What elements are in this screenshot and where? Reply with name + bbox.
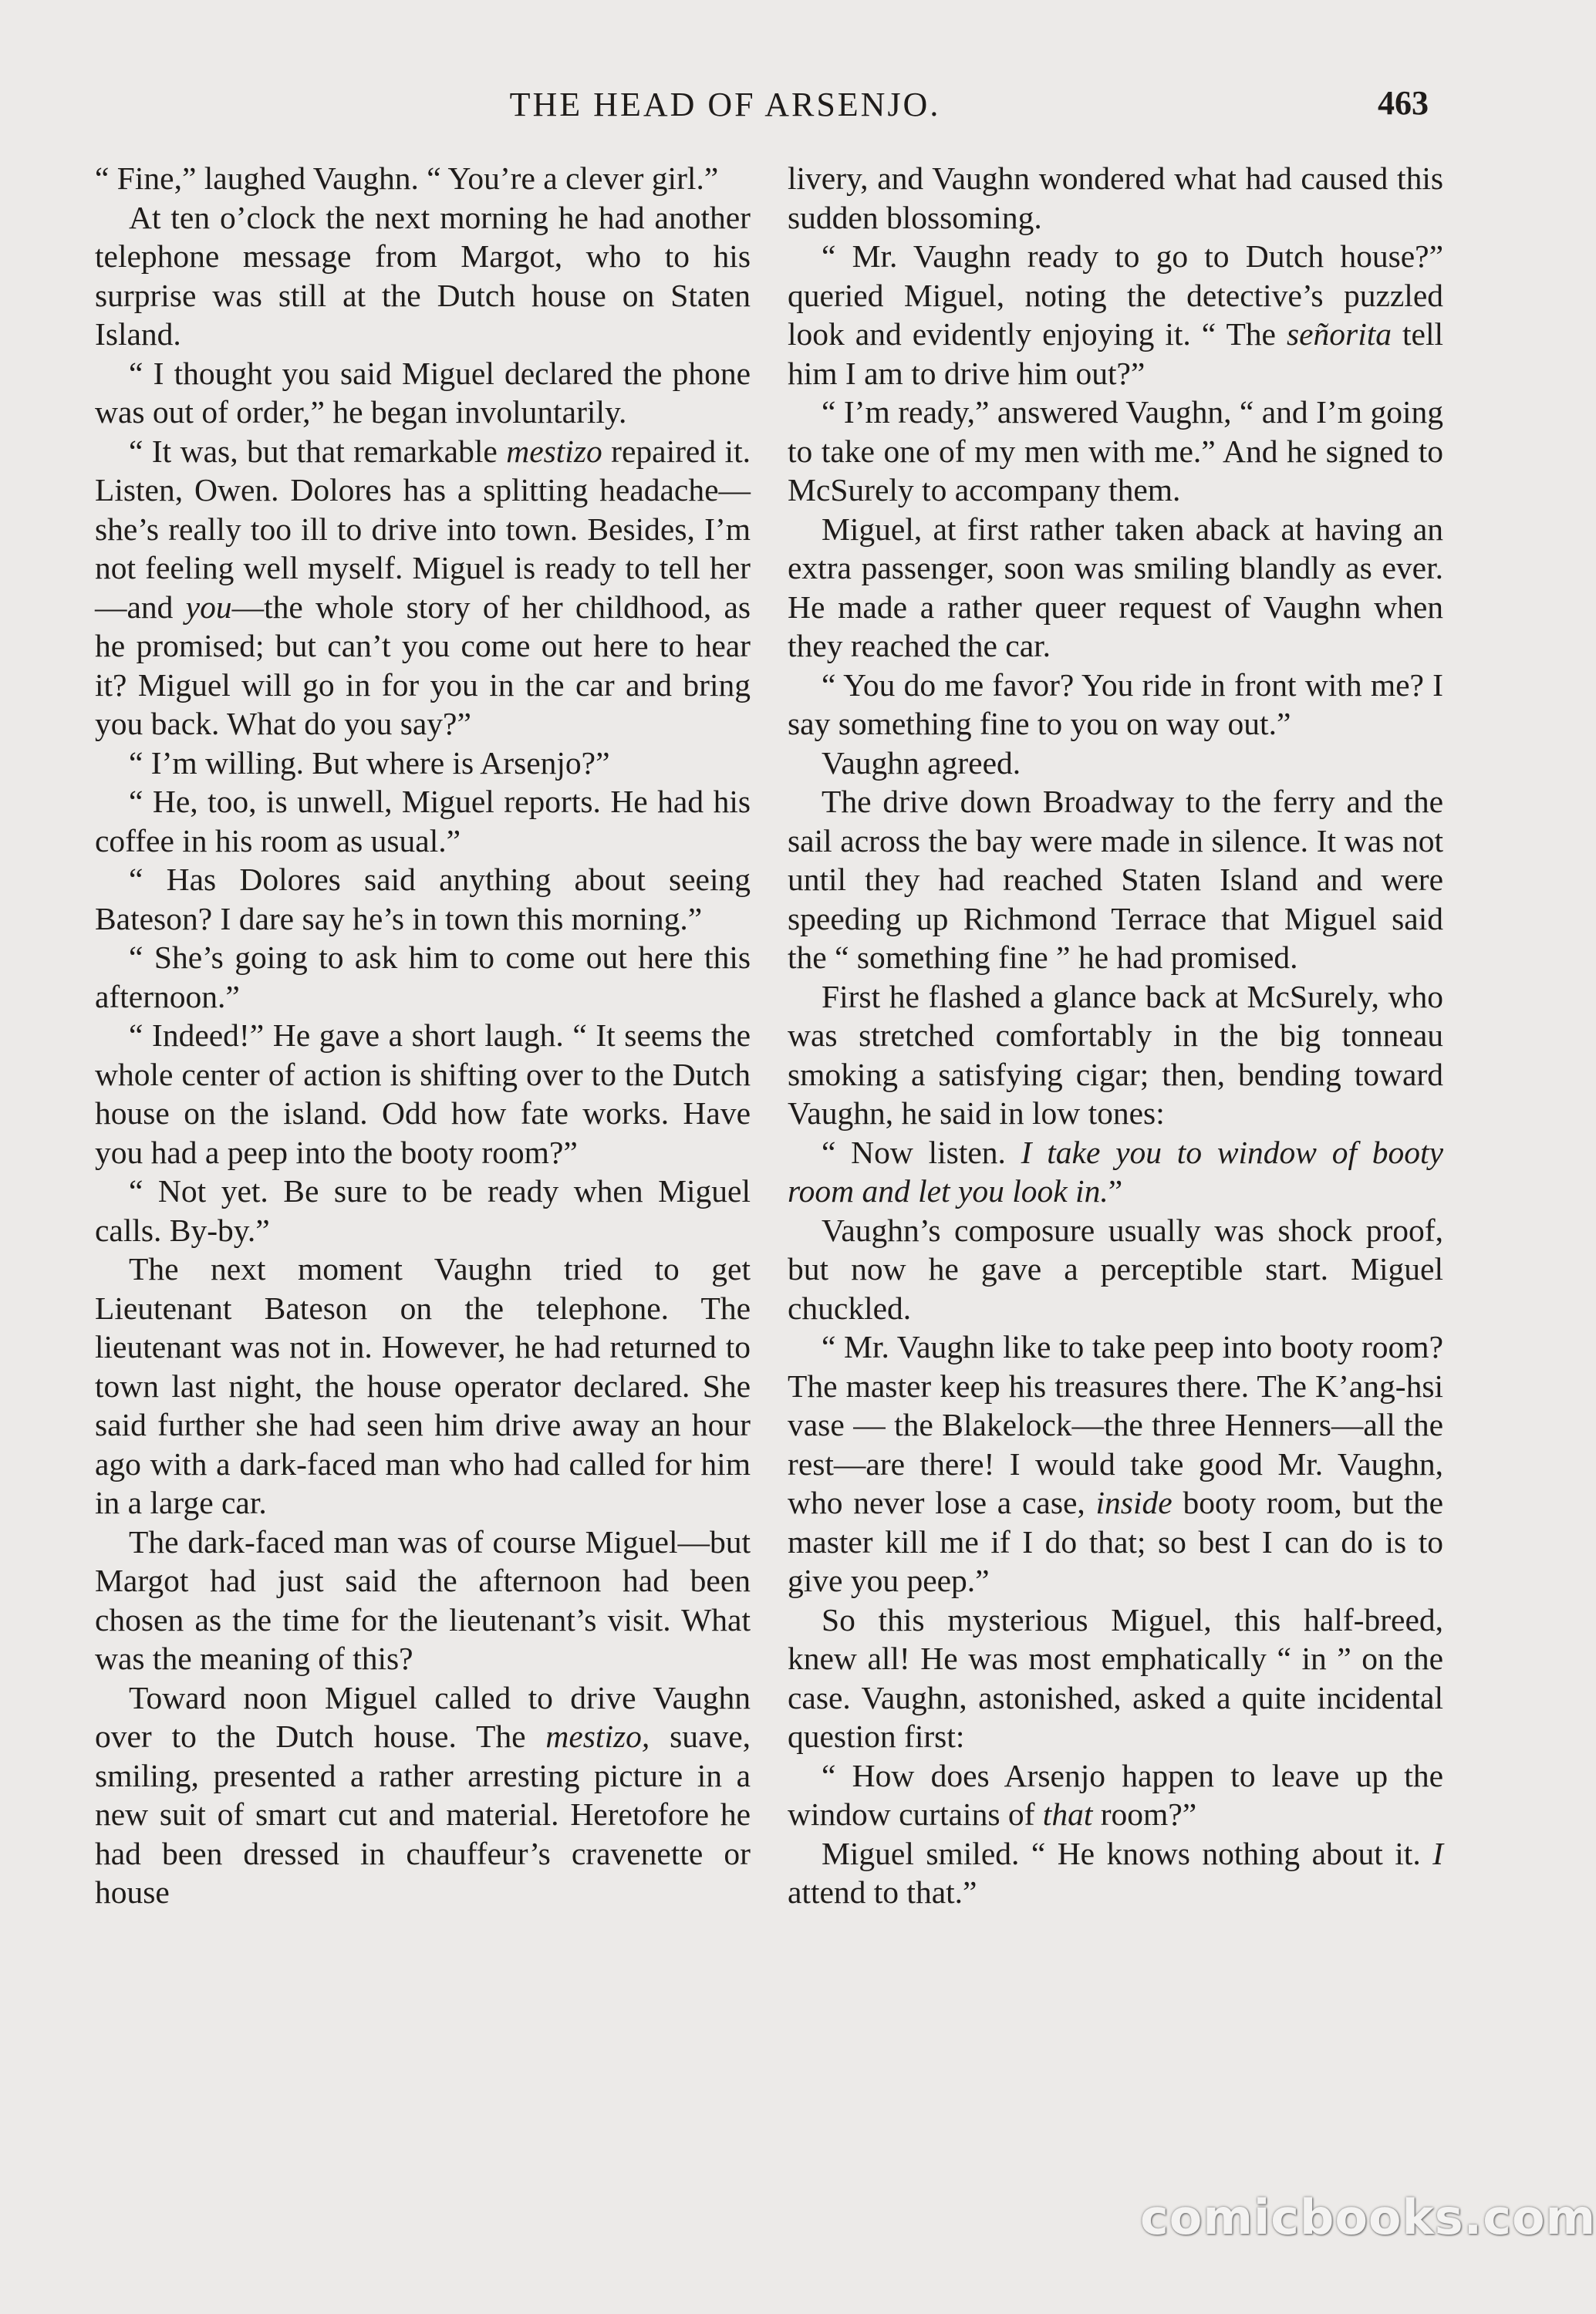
text-run: First he flashed a glance back at McSurely, who was stretched comfortably in the big tonneau smoking a satisfying cigar; then, bending toward Vaughn, he said in low tones: — [788, 978, 1443, 1131]
text-run: “ Mr. Vaughn ready to go to Dutch house?” queried Miguel, noting the detective’s puzzled look and evidently enjoying it. “ The — [788, 238, 1443, 352]
text-run: Toward noon Miguel called to drive Vaughn over to the Dutch house. The — [95, 1679, 751, 1754]
running-title: THE HEAD OF ARSENJO. — [509, 86, 941, 123]
text-run: “ Not yet. Be sure to be ready when Miguel calls. By-by.” — [95, 1173, 751, 1248]
paragraph — [95, 1523, 751, 1678]
text-run: “ He, too, is unwell, Miguel reports. He had his coffee in his room as usual.” — [95, 784, 751, 858]
paragraph — [95, 354, 751, 432]
text-run: “ Now listen. — [822, 1134, 1021, 1170]
paragraph — [788, 393, 1443, 510]
text-run: repaired it. Listen, Owen. Dolores has a splitting headache—she’s really too ill to drive into town. Besides, I’m not feeling well myself. Miguel is ready to tell her—and — [95, 433, 751, 625]
paragraph — [788, 977, 1443, 1133]
paragraph — [95, 1678, 751, 1912]
italic-run: I — [1432, 1835, 1443, 1871]
paragraph — [788, 1601, 1443, 1756]
text-run: —the whole story of her childhood, as he promised; but can’t you come out here to hear it? Miguel will go in for you in the car and bring you back. What do you say?” — [95, 589, 751, 741]
text-run: attend to that.” — [788, 1874, 977, 1910]
paragraph — [95, 432, 751, 744]
italic-run: mestizo — [506, 433, 602, 469]
text-run: The next moment Vaughn tried to get Lieutenant Bateson on the telephone. The lieutenant was not in. However, he had returned to town last night, the house operator declared. She said further she had seen him drive away an hour ago with a dark-faced man who had called for him in a large car. — [95, 1251, 751, 1520]
italic-run: mestizo, — [545, 1719, 650, 1754]
paragraph — [95, 159, 751, 198]
paragraph — [788, 1756, 1443, 1834]
paragraph — [95, 1250, 751, 1523]
paragraph — [95, 860, 751, 938]
text-run: “ You do me favor? You ride in front with me? I say something fine to you on way out.” — [788, 666, 1443, 741]
paragraph — [788, 1834, 1443, 1912]
text-run: “ I thought you said Miguel declared the phone was out of order,” he began involuntarily. — [95, 355, 751, 430]
paragraph — [788, 159, 1443, 237]
left-column — [95, 159, 751, 1912]
text-run: “ Indeed!” He gave a short laugh. “ It seems the whole center of action is shifting over to the Dutch house on the island. Odd how fate works. Have you had a peep into the booty room?” — [95, 1017, 751, 1170]
text-run: So this mysterious Miguel, this half-breed, knew all! He was most emphatically “ in ” on the case. Vaughn, astonished, asked a quite incidental question first: — [788, 1601, 1443, 1754]
text-run: tell him I am to drive him out?” — [788, 316, 1444, 391]
paragraph — [95, 938, 751, 1016]
paragraph — [788, 666, 1443, 744]
text-run: Miguel, at first rather taken aback at having an extra passenger, soon was smiling blandly as ever. He made a rather queer request of Vaughn when they reached the car. — [788, 511, 1443, 663]
paragraph — [788, 237, 1443, 393]
paragraph — [788, 1327, 1443, 1601]
paragraph — [788, 510, 1443, 666]
text-run: “ She’s going to ask him to come out here this afternoon.” — [95, 939, 751, 1014]
text-run: The drive down Broadway to the ferry and the sail across the bay were made in silence. It was not until they had reached Staten Island and were speeding up Richmond Terrace that Miguel said the “ something fine ” he had promised. — [788, 784, 1443, 975]
paragraph — [95, 1016, 751, 1172]
paragraph — [95, 782, 751, 860]
italic-run: I take you to window of booty room and let you look in. — [788, 1134, 1443, 1209]
text-run: “ I’m ready,” answered Vaughn, “ and I’m going to take one of my men with me.” And he signed to McSurely to accompany them. — [788, 394, 1443, 508]
text-run: The dark-faced man was of course Miguel—but Margot had just said the afternoon had been chosen as the time for the lieutenant’s visit. What was the meaning of this? — [95, 1523, 751, 1676]
text-run: “ It was, but that remarkable — [129, 433, 507, 469]
text-run: “ How does Arsenjo happen to leave up the window curtains of — [788, 1757, 1443, 1832]
text-run: booty room, but the master kill me if I do that; so best I can do is to give you peep.” — [788, 1485, 1443, 1598]
paragraph — [788, 1133, 1443, 1211]
text-run: suave, smiling, presented a rather arresting picture in a new suit of smart cut and material. Heretofore he had been dressed in chauffeur’s cravenette or house — [95, 1719, 751, 1910]
paragraph — [95, 198, 751, 354]
paragraph — [95, 1172, 751, 1250]
text-run: “ I’m willing. But where is Arsenjo?” — [129, 744, 610, 781]
paragraph — [788, 1211, 1443, 1328]
right-column — [788, 159, 1443, 1912]
text-run: Vaughn’s composure usually was shock proof, but now he gave a perceptible start. Miguel chuckled. — [788, 1212, 1443, 1326]
text-run: room?” — [1092, 1796, 1197, 1832]
italic-run: señorita — [1286, 316, 1392, 352]
paragraph — [788, 744, 1443, 783]
watermark-logo: comicbooks.com — [1140, 2189, 1596, 2245]
italic-run: inside — [1095, 1485, 1173, 1520]
paragraph — [95, 744, 751, 783]
text-run: Vaughn agreed. — [822, 744, 1021, 781]
text-run: “ Fine,” laughed Vaughn. “ You’re a clever girl.” — [95, 160, 719, 196]
paragraph — [788, 782, 1443, 977]
text-run: livery, and Vaughn wondered what had caused this sudden blossoming. — [788, 160, 1443, 235]
page-number: 463 — [1378, 84, 1429, 122]
text-run: “ Mr. Vaughn like to take peep into booty room? The master keep his treasures there. The K’ang-hsi vase — the Blakelock—the three Henners—all the rest—are there! I would take good Mr. Vaughn, who never lose a case, — [788, 1329, 1443, 1520]
italic-run: you — [185, 589, 232, 625]
italic-run: that — [1042, 1796, 1093, 1832]
text-run: ” — [1108, 1173, 1123, 1209]
text-run: “ Has Dolores said anything about seeing Bateson? I dare say he’s in town this morning.” — [95, 862, 751, 936]
text-run: Miguel smiled. “ He knows nothing about it. — [822, 1835, 1433, 1871]
text-run: At ten o’clock the next morning he had another telephone message from Margot, who to his surprise was still at the Dutch house on Staten Island. — [95, 199, 751, 352]
